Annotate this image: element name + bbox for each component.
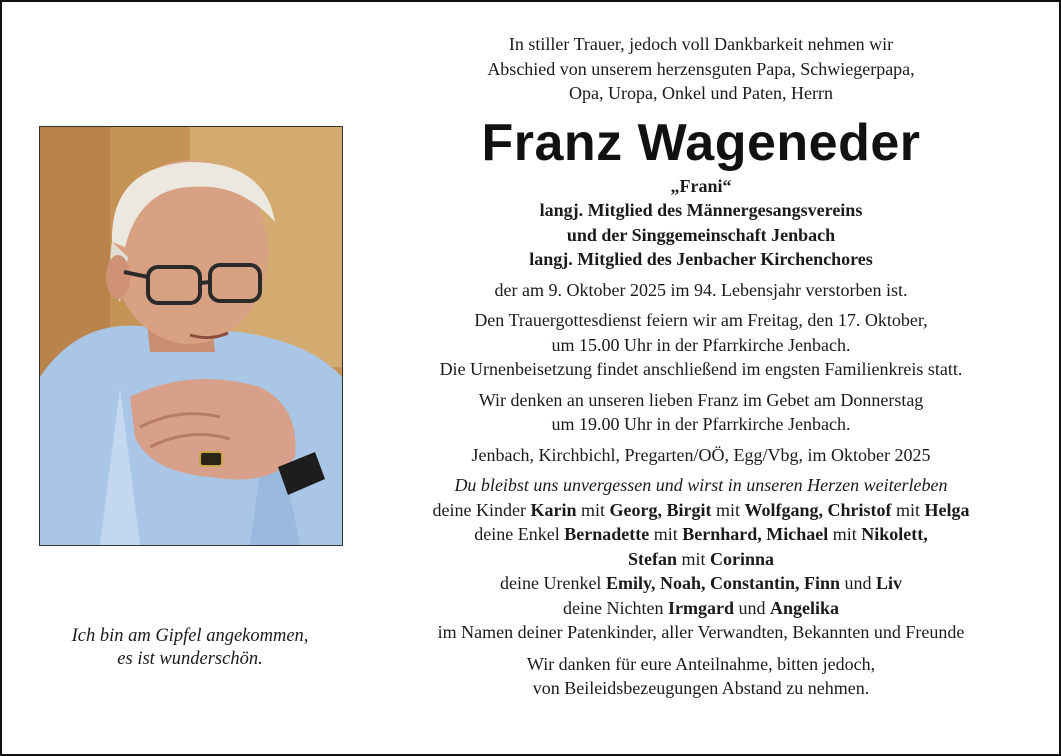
family-grandchildren [357, 522, 1045, 547]
family-text: mit [676, 548, 710, 569]
family-great-grandchildren [357, 571, 1045, 596]
service-line: Den Trauergottesdienst feiern wir am Freitag, den 17. Oktober, [474, 310, 928, 330]
quote [22, 625, 358, 671]
membership-line: langj. Mitglied des Jenbacher Kirchenchores [529, 249, 873, 269]
family-name: Liv [876, 573, 903, 593]
service-line: Die Urnenbeisetzung findet anschließend im engsten Familienkreis statt. [439, 359, 963, 379]
family-name: Helga [924, 499, 970, 520]
intro-line: Abschied von unserem herzensguten Papa, Schwiegerpapa, [487, 58, 915, 79]
family-text: deine Nichten [563, 597, 668, 618]
obituary-text [357, 32, 1045, 701]
family-name: Angelika [769, 597, 839, 618]
family-nieces [357, 596, 1045, 621]
quote-line: es ist wunderschön. [117, 649, 263, 669]
family-name: Nikolett, [861, 524, 928, 544]
intro-line: Opa, Uropa, Onkel und Paten, Herrn [569, 83, 833, 103]
family-name: Stefan [627, 548, 677, 569]
portrait-illustration [40, 127, 342, 545]
death-notice: der am 9. Oktober 2025 im 94. Lebensjahr verstorben ist. [494, 279, 908, 300]
service-line: um 15.00 Uhr in der Pfarrkirche Jenbach. [551, 334, 851, 355]
family-name: Bernhard, Michael [682, 524, 829, 544]
family-grandchildren-cont [357, 547, 1045, 572]
prayer-line: um 19.00 Uhr in der Pfarrkirche Jenbach. [551, 414, 851, 434]
nickname: „Frani“ [670, 175, 732, 196]
family-name: Irmgard [667, 597, 734, 618]
family-name: Karin [530, 499, 577, 520]
thanks-line: von Beileidsbezeugungen Abstand zu nehmen. [532, 678, 870, 698]
family-name: Georg, Birgit [609, 499, 712, 520]
family-text: deine Kinder [432, 499, 531, 520]
family-text: mit [828, 524, 862, 544]
thanks-line: Wir danken für eure Anteilnahme, bitten jedoch, [526, 653, 876, 674]
family-text: und [733, 597, 770, 618]
family-children [357, 498, 1045, 523]
family-text: mit [711, 499, 745, 520]
motto: Du bleibst uns unvergessen und wirst in unseren Herzen weiterleben [454, 475, 948, 495]
intro-line: In stiller Trauer, jedoch voll Dankbarkeit nehmen wir [508, 34, 894, 54]
deceased-name: Franz Wageneder [481, 113, 921, 172]
membership-line: langj. Mitglied des Männergesangsvereins [539, 200, 863, 220]
family-name: Bernadette [564, 524, 650, 544]
family-text: mit [576, 499, 610, 520]
membership-line: und der Singgemeinschaft Jenbach [566, 224, 836, 245]
prayer-line: Wir denken an unseren lieben Franz im Gebet am Donnerstag [478, 389, 924, 410]
family-name: Corinna [710, 548, 775, 569]
place-date: Jenbach, Kirchbichl, Pregarten/OÖ, Egg/Vbg, im Oktober 2025 [471, 444, 931, 465]
family-text: mit [649, 524, 683, 544]
quote-line: Ich bin am Gipfel angekommen, [71, 626, 309, 646]
family-name: Wolfgang, Christof [744, 499, 892, 520]
family-text: mit [891, 499, 925, 520]
family-text: deine Enkel [474, 524, 565, 544]
family-text: deine Urenkel [499, 573, 606, 593]
family-text: und [840, 573, 876, 593]
portrait-photo [39, 126, 343, 546]
family-others: im Namen deiner Patenkinder, aller Verwandten, Bekannten und Freunde [437, 622, 965, 642]
family-name: Emily, Noah, Constantin, Finn [605, 573, 840, 593]
